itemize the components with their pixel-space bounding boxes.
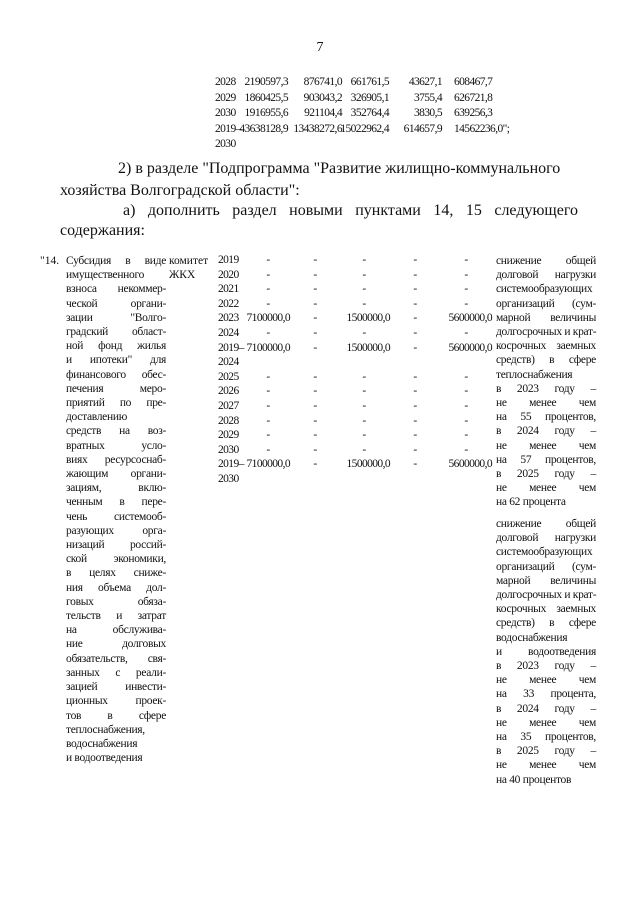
item14-cell-fed: - [313, 254, 317, 266]
item14-cell-loc: - [413, 268, 417, 281]
item14-cell-ext: - [464, 268, 468, 281]
indicator-line: в 2025 году – [496, 468, 596, 481]
top-table-cell-v4: 3830,5 [413, 107, 442, 119]
indicator-line: средств) в сфере [496, 617, 596, 630]
item14-cell-loc: - [413, 370, 417, 383]
item14-cell-reg: 1500000,0 [346, 458, 390, 471]
description-line: теплоснабжения, [66, 723, 145, 736]
description-line: имущественного [66, 269, 145, 282]
description-line: низаций россий- [66, 539, 166, 552]
top-table-cell-v2: 903043,2 [303, 91, 342, 104]
item14-cell-total: - [266, 297, 270, 310]
item14-cell-fed: - [313, 414, 317, 427]
item14-cell-reg: 1500000,0 [346, 312, 390, 325]
description-line: взноса некоммер- [66, 283, 166, 296]
item14-cell-fed: - [313, 283, 317, 296]
description-line: и водоотведения [66, 752, 143, 765]
item14-cell-fed: - [313, 268, 317, 281]
top-table-cell-v5: 639256,3 [454, 107, 493, 119]
item14-cell-fed: - [313, 429, 317, 442]
indicator-line: долгосрочных и крат- [496, 589, 597, 602]
indicator-water-supply [496, 517, 596, 787]
item14-cell-loc: - [413, 312, 417, 325]
description-line: говых обяза- [66, 595, 166, 608]
item14-cell-fed: - [313, 341, 317, 354]
item14-cell-loc: - [413, 400, 417, 412]
indicator-line: снижение общей [496, 255, 596, 267]
indicator-heat-supply [496, 254, 596, 510]
description-line: жающим органи- [66, 468, 166, 481]
item14-cell-total: - [266, 400, 270, 412]
item14-cell-total: - [266, 327, 270, 339]
indicator-line: организаций (сум- [496, 560, 596, 573]
description-line: градский област- [66, 326, 166, 339]
item14-cell-ext: - [464, 414, 468, 427]
indicator-line: долговой нагрузки [496, 269, 596, 282]
indicator-line: системообразующих [496, 546, 593, 559]
item14-cell-year: 2025 [218, 370, 239, 383]
top-table-cell-v4: 3755,4 [413, 91, 442, 104]
indicator-line: снижение общей [496, 518, 596, 530]
item14-cell-year: 2023 [218, 312, 239, 325]
description-line: зацией инвести- [66, 681, 166, 694]
item14-cell-year: 2027 [218, 400, 239, 412]
top-table-cell-v1: 1916955,6 [244, 107, 288, 119]
item14-cell-reg: - [362, 385, 366, 398]
description-line: на обслужива- [66, 624, 166, 637]
description-line: чень системооб- [66, 510, 166, 523]
item14-cell-total: 7100000,0 [246, 312, 290, 325]
item14-cell-loc: - [413, 443, 417, 456]
top-table-cell-v5: 626721,8 [454, 91, 493, 104]
item14-cell-loc: - [413, 297, 417, 310]
description-line: ской экономики, [66, 553, 166, 566]
description-line: доставлению [66, 411, 127, 424]
item14-cell-ext: 5600000,0 [448, 458, 492, 471]
item14-cell-total: - [266, 429, 270, 442]
item14-cell-loc: - [413, 458, 417, 471]
indicator-line: не менее чем [496, 439, 596, 452]
item14-cell-total: - [266, 370, 270, 383]
item14-cell-reg: - [362, 429, 366, 442]
top-table-cell-v4: 614657,9 [403, 122, 442, 135]
item14-cell-loc: - [413, 283, 417, 296]
description-line: ционных проек- [66, 695, 166, 708]
item14-cell-loc: - [413, 414, 417, 427]
item14-cell-ext: 5600000,0 [448, 312, 492, 325]
item14-cell-fed: - [313, 458, 317, 471]
indicator-line: марной величины [496, 574, 596, 587]
description-line: тов в сфере [66, 709, 166, 722]
top-table-cell-v1: 1860425,5 [244, 91, 288, 104]
item14-cell-reg: - [362, 414, 366, 427]
top-table-cell-v2: 876741,0 [303, 76, 342, 88]
top-table-cell-v5: 14562236,0"; [454, 122, 510, 135]
top-table-cell-v2: 921104,4 [304, 107, 342, 119]
description-line: приятий по пре- [66, 397, 166, 410]
item14-cell-reg: - [362, 370, 366, 383]
top-table-cell-year: 2030 [215, 138, 236, 150]
item14-cell-year: 2019– [218, 458, 244, 471]
description-line: Субсидия в виде [66, 255, 166, 267]
top-table-cell-v3: 15022962,4 [340, 122, 389, 135]
description-line: виях ресурсоснаб- [66, 453, 166, 466]
description-line: разующих орга- [66, 524, 166, 537]
paragraph-2-line-2: хозяйства Волгоградской области": [60, 182, 300, 199]
item14-cell-total: - [266, 283, 270, 296]
item14-cell-reg: 1500000,0 [346, 341, 390, 354]
top-table-cell-v5: 608467,7 [454, 76, 493, 88]
item14-cell-ext: - [464, 370, 468, 383]
item14-cell-fed: - [313, 443, 317, 456]
description-line: ченным в пере- [66, 496, 166, 509]
item14-cell-ext: - [464, 254, 468, 266]
indicator-line: косрочных заемных [496, 340, 596, 353]
item14-cell-fed: - [313, 297, 317, 310]
executor-line-1: комитет [169, 255, 209, 267]
description-line: в целях сниже- [66, 567, 166, 580]
indicator-line: не менее чем [496, 716, 596, 729]
top-table-cell-year: 2028 [215, 76, 236, 88]
description-line: вратных усло- [66, 439, 166, 452]
item14-cell-total: - [266, 385, 270, 398]
indicator-line: в 2024 году – [496, 702, 596, 715]
description-line: ной фонд жилья [66, 340, 166, 353]
indicator-line: на 33 процента, [496, 688, 596, 701]
item14-cell-loc: - [413, 341, 417, 354]
indicator-line: на 62 процента [496, 496, 566, 509]
top-table-cell-v4: 43627,1 [408, 76, 442, 88]
indicator-line: не менее чем [496, 759, 596, 772]
indicator-line: не менее чем [496, 397, 596, 410]
paragraph-2-line-4: содержания: [60, 222, 145, 239]
indicator-line: на 35 процентов, [496, 731, 596, 744]
top-table-cell-v2: 13438272,6 [293, 122, 342, 135]
item14-cell-year: 2029 [218, 429, 239, 442]
item14-cell-year: 2030 [218, 473, 239, 485]
description-line: ческой органи- [66, 297, 166, 310]
item14-cell-loc: - [413, 385, 417, 398]
indicator-line: и водоотведения [496, 645, 596, 658]
indicator-line: в 2024 году – [496, 425, 596, 438]
description-line: ния объема дол- [66, 581, 166, 594]
indicator-line: не менее чем [496, 482, 596, 495]
indicator-line: долговой нагрузки [496, 532, 596, 545]
description-line: ние долговых [66, 638, 166, 651]
executor-line-2: ЖКХ [169, 269, 196, 281]
item14-cell-fed: - [313, 327, 317, 339]
top-table-cell-year: 2019– [215, 122, 241, 135]
item14-cell-total: - [266, 414, 270, 427]
item14-cell-ext: - [464, 297, 468, 310]
item14-cell-year: 2022 [218, 297, 239, 310]
description-line: зациям, вклю- [66, 482, 166, 495]
item14-cell-year: 2020 [218, 268, 239, 281]
item14-cell-reg: - [362, 297, 366, 310]
item14-cell-reg: - [362, 327, 366, 339]
top-table-cell-v3: 661761,5 [350, 76, 389, 88]
item14-cell-ext: - [464, 429, 468, 442]
item-number: "14. [40, 255, 60, 267]
description-line: и ипотеки" для [66, 354, 166, 367]
item14-cell-total: 7100000,0 [246, 458, 290, 471]
item14-cell-year: 2019 [218, 254, 239, 266]
item14-cell-reg: - [362, 283, 366, 296]
top-table-cell-v3: 326905,1 [350, 91, 389, 104]
item14-cell-year: 2024 [218, 327, 239, 339]
item14-cell-ext: - [464, 283, 468, 296]
item14-cell-loc: - [413, 429, 417, 442]
paragraph-2-line-3: а) дополнить раздел новыми пунктами 14, 15 следующего [123, 202, 578, 219]
item14-cell-year: 2026 [218, 385, 239, 398]
top-table-cell-v1: 43638128,9 [239, 122, 288, 135]
top-table-cell-year: 2030 [215, 107, 236, 119]
item14-cell-fed: - [313, 312, 317, 325]
item-description [66, 254, 166, 765]
top-table-cell-v1: 2190597,3 [244, 76, 288, 88]
item14-cell-ext: - [464, 327, 468, 339]
indicator-line: на 55 процентов, [496, 411, 596, 424]
item14-cell-total: - [266, 268, 270, 281]
item14-cell-ext: - [464, 385, 468, 398]
item14-cell-loc: - [413, 254, 417, 266]
item14-cell-fed: - [313, 400, 317, 412]
description-line: финансового обес- [66, 368, 166, 381]
description-line: средств на воз- [66, 425, 166, 438]
item14-cell-year: 2030 [218, 443, 239, 456]
indicator-line: в 2025 году – [496, 745, 596, 758]
item14-cell-total: - [266, 443, 270, 456]
indicator-line: марной величины [496, 311, 596, 324]
indicator-line: системообразующих [496, 283, 593, 296]
item14-cell-reg: - [362, 254, 366, 266]
indicator-line: организаций (сум- [496, 297, 596, 310]
indicator-line: водоснабжения [496, 631, 568, 644]
item14-cell-year: 2019– [218, 341, 244, 354]
indicator-line: в 2023 году – [496, 382, 596, 395]
indicator-line: косрочных заемных [496, 603, 596, 616]
description-line: водоснабжения [66, 737, 138, 750]
item14-cell-year: 2024 [218, 356, 239, 369]
indicator-line: средств) в сфере [496, 354, 596, 367]
item14-cell-fed: - [313, 385, 317, 398]
item14-cell-loc: - [413, 327, 417, 339]
item14-cell-total: - [266, 254, 270, 266]
item14-cell-year: 2021 [218, 283, 239, 296]
item14-cell-ext: - [464, 443, 468, 456]
description-line: печения меро- [66, 382, 166, 395]
item14-cell-total: 7100000,0 [246, 341, 290, 354]
item14-cell-ext: 5600000,0 [448, 341, 492, 354]
description-line: обязательств, свя- [66, 652, 166, 665]
item14-cell-reg: - [362, 268, 366, 281]
indicator-line: не менее чем [496, 674, 596, 687]
indicator-line: теплоснабжения [496, 368, 573, 381]
item14-cell-year: 2028 [218, 414, 239, 427]
indicator-line: в 2023 году – [496, 660, 596, 673]
top-table-cell-year: 2029 [215, 91, 236, 104]
top-table-cell-v3: 352764,4 [350, 107, 389, 119]
indicator-line: на 40 процентов [496, 773, 572, 786]
description-line: зации "Волго- [66, 311, 166, 324]
indicator-line: долгосрочных и крат- [496, 326, 597, 339]
indicator-line: на 57 процентов, [496, 453, 596, 466]
description-line: тельств и затрат [66, 610, 166, 623]
item14-cell-ext: - [464, 400, 468, 412]
paragraph-2-line-1: 2) в разделе "Подпрограмма "Развитие жилищно-коммунального [118, 160, 561, 177]
page-number: 7 [316, 40, 324, 55]
item14-cell-reg: - [362, 443, 366, 456]
description-line: занных с реали- [66, 666, 166, 679]
item14-cell-fed: - [313, 370, 317, 383]
item14-cell-reg: - [362, 400, 366, 412]
